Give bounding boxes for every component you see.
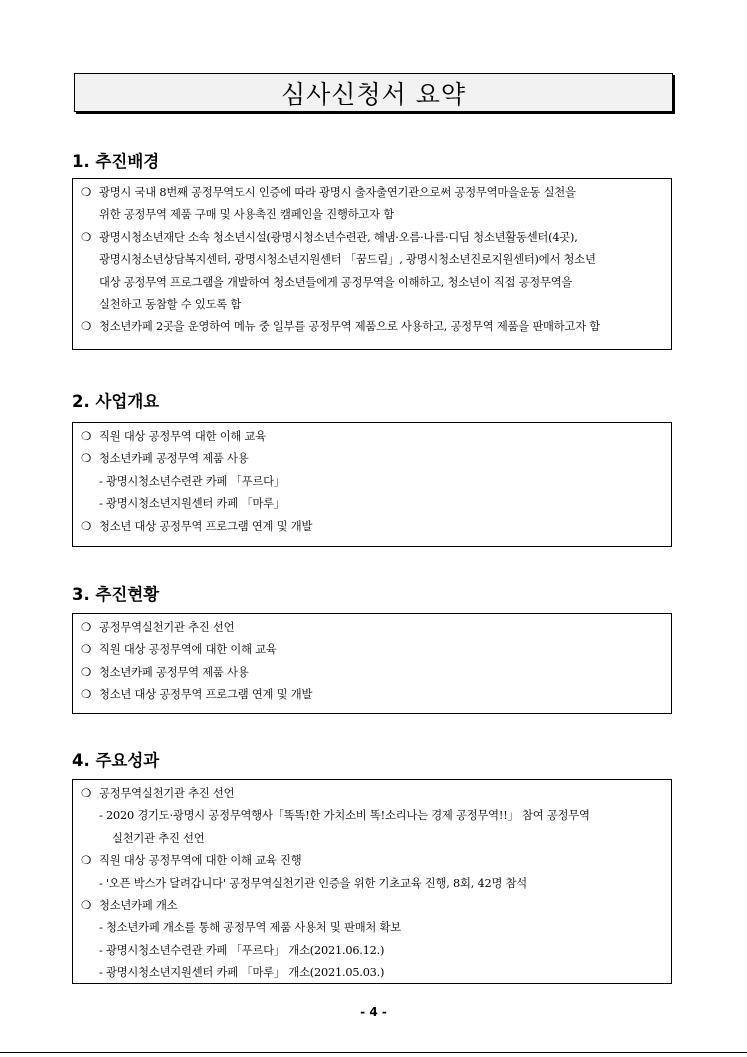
list-item: ❍ 직원 대상 공정무역에 대한 이해 교육 진행 xyxy=(81,850,663,872)
list-item: ❍ 청소년카페 2곳을 운영하여 메뉴 중 일부를 공정무역 제품으로 사용하고, 공정무역 제품을 판매하고자 함 xyxy=(81,316,663,338)
list-item-continuation: 실천하고 동참할 수 있도록 함 xyxy=(99,298,242,312)
circle-bullet-icon: ❍ xyxy=(81,230,91,244)
document-title: 심사신청서 요약 xyxy=(281,79,466,109)
circle-bullet-icon: ❍ xyxy=(81,787,91,800)
circle-bullet-icon: ❍ xyxy=(81,452,91,466)
sub-list-item: - 광명시청소년지원센터 카페 「마루」 xyxy=(99,497,285,511)
circle-bullet-icon: ❍ xyxy=(81,519,91,533)
circle-bullet-icon: ❍ xyxy=(81,854,91,868)
list-item: ❍ 광명시청소년재단 소속 청소년시설(광명시청소년수련관, 해냄·오름·나름·디딤 청소년활동센터(4곳), xyxy=(81,227,663,249)
list-item: ❍ 직원 대상 공정무역 대한 이해 교육 xyxy=(81,426,663,448)
list-item: ❍ 청소년카페 공정무역 제품 사용 xyxy=(81,448,663,470)
section-box-status xyxy=(72,613,672,714)
footer-divider xyxy=(0,1052,747,1053)
page-number: - 4 - xyxy=(360,1005,387,1019)
section-heading-overview: 2. 사업개요 xyxy=(72,392,160,411)
list-item-continuation: 광명시청소년상담복지센터, 광명시청소년지원센터 「꿈드림」, 광명시청소년진로지원센터)에서 청소년 xyxy=(99,253,596,267)
circle-bullet-icon: ❍ xyxy=(81,665,91,679)
list-item: ❍ 청소년카페 공정무역 제품 사용 xyxy=(81,662,663,684)
section-box-overview xyxy=(72,422,672,547)
sub-list-item: - '오픈 박스가 달려갑니다' 공정무역실천기관 인증을 위한 기초교육 진행, 8회, 42명 참석 xyxy=(99,876,527,890)
section-box-results xyxy=(72,779,672,984)
list-item: ❍ 청소년 대상 공정무역 프로그램 연계 및 개발 xyxy=(81,684,663,706)
list-item: ❍ 공정무역실천기관 추진 선언 xyxy=(81,617,663,639)
section-heading-status: 3. 추진현황 xyxy=(72,585,160,604)
list-item: ❍ 공정무역실천기관 추진 선언 xyxy=(81,783,663,805)
list-item: ❍ 직원 대상 공정무역에 대한 이해 교육 xyxy=(81,639,663,661)
sub-list-item: - 청소년카페 개소를 통해 공정무역 제품 사용처 및 판매처 확보 xyxy=(99,921,401,935)
sub-list-item-continuation: 실천기관 추진 선언 xyxy=(112,831,205,845)
list-item-continuation: 대상 공정무역 프로그램을 개발하여 청소년들에게 공정무역을 이해하고, 청소년이 직접 공정무역을 xyxy=(99,275,573,289)
list-item: ❍ 청소년카페 개소 xyxy=(81,895,663,917)
sub-list-item: - 광명시청소년수련관 카페 「푸르다」 개소(2021.06.12.) xyxy=(99,943,385,957)
circle-bullet-icon: ❍ xyxy=(81,186,91,199)
circle-bullet-icon: ❍ xyxy=(81,688,91,702)
list-item: ❍ 청소년 대상 공정무역 프로그램 연계 및 개발 xyxy=(81,516,663,538)
circle-bullet-icon: ❍ xyxy=(81,899,91,913)
sub-list-item: - 광명시청소년수련관 카페 「푸르다」 xyxy=(99,474,285,488)
list-item-continuation: 위한 공정무역 제품 구매 및 사용촉진 캠페인을 진행하고자 함 xyxy=(99,208,394,222)
section-box-background xyxy=(72,178,672,350)
section-heading-results: 4. 주요성과 xyxy=(72,751,160,770)
circle-bullet-icon: ❍ xyxy=(81,643,91,657)
circle-bullet-icon: ❍ xyxy=(81,320,91,334)
section-heading-background: 1. 추진배경 xyxy=(72,152,160,171)
circle-bullet-icon: ❍ xyxy=(81,621,91,634)
list-item: ❍ 광명시 국내 8번째 공정무역도시 인증에 따라 광명시 출자출연기관으로써 공정무역마을운동 실천을 xyxy=(81,182,663,204)
sub-list-item: - 광명시청소년지원센터 카페 「마루」 개소(2021.05.03.) xyxy=(99,966,385,980)
sub-list-item: - 2020 경기도·광명시 공정무역행사「똑똑!한 가치소비 똑!소리나는 경제 공정무역!!」 참여 공정무역 xyxy=(99,809,590,823)
circle-bullet-icon: ❍ xyxy=(81,430,91,443)
document-title-box xyxy=(74,73,673,112)
